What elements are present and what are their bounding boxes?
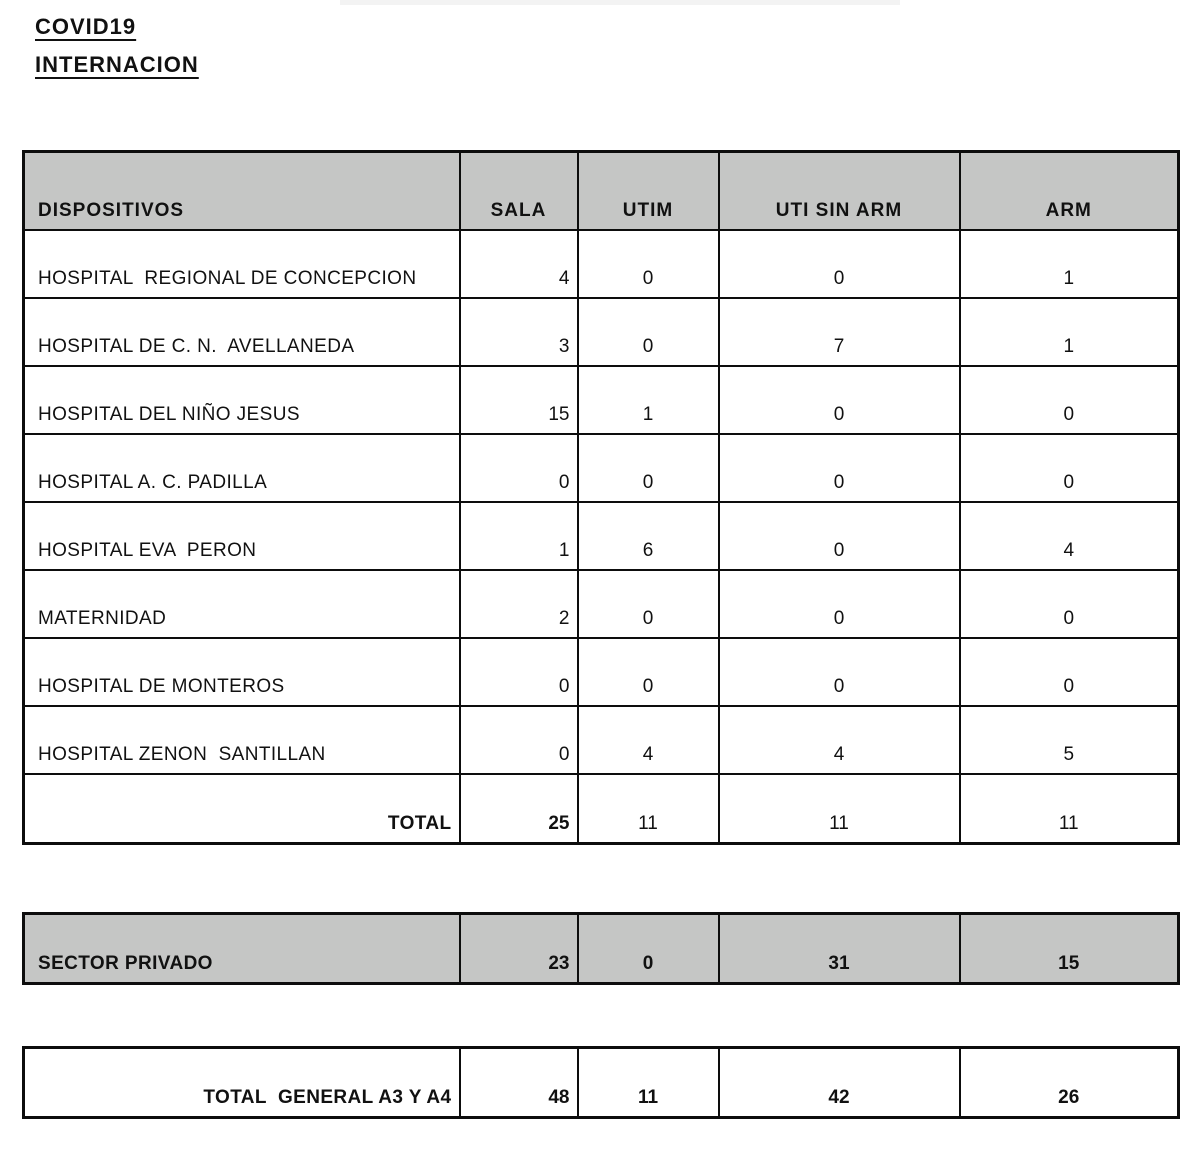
total-general-table	[22, 1046, 1180, 1119]
title-covid19: COVID19	[35, 14, 137, 39]
hospital-name: MATERNIDAD	[24, 570, 460, 638]
header-row	[24, 152, 1179, 230]
title-internacion: INTERNACION	[35, 52, 199, 77]
utim-value: 6	[578, 502, 719, 570]
total-general-row	[24, 1048, 1179, 1118]
utim-value: 0	[578, 298, 719, 366]
total-sala-value: 25	[460, 774, 578, 844]
total-row	[24, 774, 1179, 844]
sala-value: 4	[460, 230, 578, 298]
general-uti-sin-arm-value: 42	[719, 1048, 960, 1118]
page-top-divider	[340, 0, 900, 5]
hospital-name: HOSPITAL ZENON SANTILLAN	[24, 706, 460, 774]
column-header-uti-sin-arm: UTI SIN ARM	[719, 152, 960, 230]
arm-value: 1	[960, 298, 1179, 366]
utim-value: 1	[578, 366, 719, 434]
uti-sin-arm-value: 0	[719, 230, 960, 298]
total-label: TOTAL	[24, 774, 460, 844]
table-row	[24, 706, 1179, 774]
total-general-label: TOTAL GENERAL A3 Y A4	[24, 1048, 460, 1118]
sala-value: 2	[460, 570, 578, 638]
sala-value: 3	[460, 298, 578, 366]
hospital-name: HOSPITAL REGIONAL DE CONCEPCION	[24, 230, 460, 298]
total-uti-sin-arm-value: 11	[719, 774, 960, 844]
sector-privado-row	[24, 914, 1179, 984]
hospital-name: HOSPITAL A. C. PADILLA	[24, 434, 460, 502]
sector-sala-value: 23	[460, 914, 578, 984]
sector-utim-value: 0	[578, 914, 719, 984]
utim-value: 0	[578, 230, 719, 298]
hospital-name: HOSPITAL DE C. N. AVELLANEDA	[24, 298, 460, 366]
uti-sin-arm-value: 0	[719, 638, 960, 706]
table-row	[24, 502, 1179, 570]
sala-value: 0	[460, 706, 578, 774]
arm-value: 0	[960, 638, 1179, 706]
general-sala-value: 48	[460, 1048, 578, 1118]
table-row	[24, 366, 1179, 434]
table-row	[24, 638, 1179, 706]
arm-value: 0	[960, 366, 1179, 434]
utim-value: 0	[578, 434, 719, 502]
uti-sin-arm-value: 0	[719, 502, 960, 570]
utim-value: 0	[578, 638, 719, 706]
sector-uti-sin-arm-value: 31	[719, 914, 960, 984]
hospital-name: HOSPITAL DE MONTEROS	[24, 638, 460, 706]
sala-value: 0	[460, 638, 578, 706]
general-utim-value: 11	[578, 1048, 719, 1118]
uti-sin-arm-value: 7	[719, 298, 960, 366]
table-row	[24, 570, 1179, 638]
sector-privado-table	[22, 912, 1180, 985]
uti-sin-arm-value: 0	[719, 570, 960, 638]
hospital-name: HOSPITAL DEL NIÑO JESUS	[24, 366, 460, 434]
column-header-dispositivos: DISPOSITIVOS	[24, 152, 460, 230]
column-header-arm: ARM	[960, 152, 1179, 230]
uti-sin-arm-value: 0	[719, 434, 960, 502]
arm-value: 4	[960, 502, 1179, 570]
sala-value: 0	[460, 434, 578, 502]
sector-arm-value: 15	[960, 914, 1179, 984]
sector-privado-label: SECTOR PRIVADO	[24, 914, 460, 984]
column-header-utim: UTIM	[578, 152, 719, 230]
arm-value: 0	[960, 434, 1179, 502]
table-row	[24, 298, 1179, 366]
table-row	[24, 434, 1179, 502]
sala-value: 1	[460, 502, 578, 570]
arm-value: 5	[960, 706, 1179, 774]
total-arm-value: 11	[960, 774, 1179, 844]
arm-value: 1	[960, 230, 1179, 298]
internacion-table	[22, 150, 1180, 845]
hospital-name: HOSPITAL EVA PERON	[24, 502, 460, 570]
uti-sin-arm-value: 0	[719, 366, 960, 434]
arm-value: 0	[960, 570, 1179, 638]
column-header-sala: SALA	[460, 152, 578, 230]
utim-value: 4	[578, 706, 719, 774]
table-row	[24, 230, 1179, 298]
total-utim-value: 11	[578, 774, 719, 844]
document-title	[35, 8, 199, 84]
sala-value: 15	[460, 366, 578, 434]
utim-value: 0	[578, 570, 719, 638]
general-arm-value: 26	[960, 1048, 1179, 1118]
uti-sin-arm-value: 4	[719, 706, 960, 774]
